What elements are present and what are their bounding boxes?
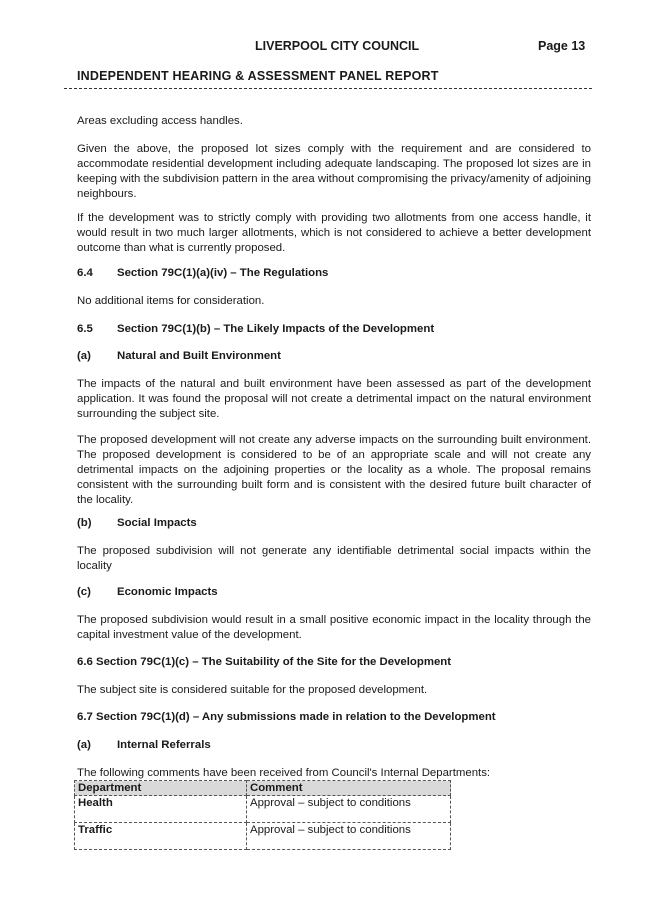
paragraph: The proposed subdivision will not generate any identifiable detrimental social impacts within the locality: [77, 545, 591, 572]
paragraph: The subject site is considered suitable for the proposed development.: [77, 684, 428, 696]
column-header-comment: Comment: [247, 781, 451, 796]
table-row: [75, 823, 451, 850]
comment-cell: Approval – subject to conditions: [247, 796, 451, 823]
section-title: Section 79C(1)(b) – The Likely Impacts of the Development: [117, 323, 435, 335]
subheading-title: Internal Referrals: [117, 739, 211, 751]
section-number: 6.4: [77, 267, 93, 279]
council-name: LIVERPOOL CITY COUNCIL: [255, 39, 420, 53]
subheading-title: Social Impacts: [117, 517, 197, 529]
paragraph: The impacts of the natural and built environment have been assessed as part of the development application. It was found the proposal will not create a detrimental impact on the natural environment surrounding the subject site.: [77, 378, 591, 420]
comment-cell: Approval – subject to conditions: [247, 823, 451, 850]
referrals-table: [74, 780, 451, 850]
department-cell: Health: [75, 796, 247, 823]
header-divider: [64, 88, 592, 89]
paragraph: Areas excluding access handles.: [77, 115, 243, 127]
subheading-letter: (c): [77, 586, 91, 598]
section-heading-6-6: 6.6 Section 79C(1)(c) – The Suitability of the Site for the Development: [77, 656, 452, 668]
subheading-title: Natural and Built Environment: [117, 350, 281, 362]
report-title: INDEPENDENT HEARING & ASSESSMENT PANEL REPORT: [77, 69, 439, 83]
subheading-letter: (a): [77, 739, 91, 751]
column-header-department: Department: [75, 781, 247, 796]
paragraph: No additional items for consideration.: [77, 295, 265, 307]
section-title: Section 79C(1)(a)(iv) – The Regulations: [117, 267, 329, 279]
subheading-letter: (b): [77, 517, 92, 529]
section-heading-6-7: 6.7 Section 79C(1)(d) – Any submissions made in relation to the Development: [77, 711, 496, 723]
department-cell: Traffic: [75, 823, 247, 850]
page-number: Page 13: [538, 39, 586, 53]
paragraph: The proposed subdivision would result in a small positive economic impact in the locality through the capital investment value of the development.: [77, 614, 591, 641]
section-number: 6.5: [77, 323, 93, 335]
paragraph: The following comments have been received from Council's Internal Departments:: [77, 767, 491, 779]
paragraph: If the development was to strictly comply with providing two allotments from one access handle, it would result in two much larger allotments, which is not considered to achieve a better development outcome than what is currently proposed.: [77, 212, 591, 254]
table-header-row: [75, 781, 451, 796]
paragraph: Given the above, the proposed lot sizes comply with the requirement and are considered to accommodate residential development including adequate landscaping. The proposed lot sizes are in keeping with the subdivision pattern in the area without compromising the privacy/amenity of adjoining neighbours.: [77, 143, 591, 200]
paragraph: The proposed development will not create any adverse impacts on the surrounding built environment. The proposed development is considered to be of an appropriate scale and will not create any detrimental impacts on the adjoining properties or the locality as a whole. The proposal remains consistent with the surrounding built form and is consistent with the desired future built character of the locality.: [77, 434, 591, 506]
subheading-title: Economic Impacts: [117, 586, 218, 598]
subheading-letter: (a): [77, 350, 91, 362]
table-row: [75, 796, 451, 823]
